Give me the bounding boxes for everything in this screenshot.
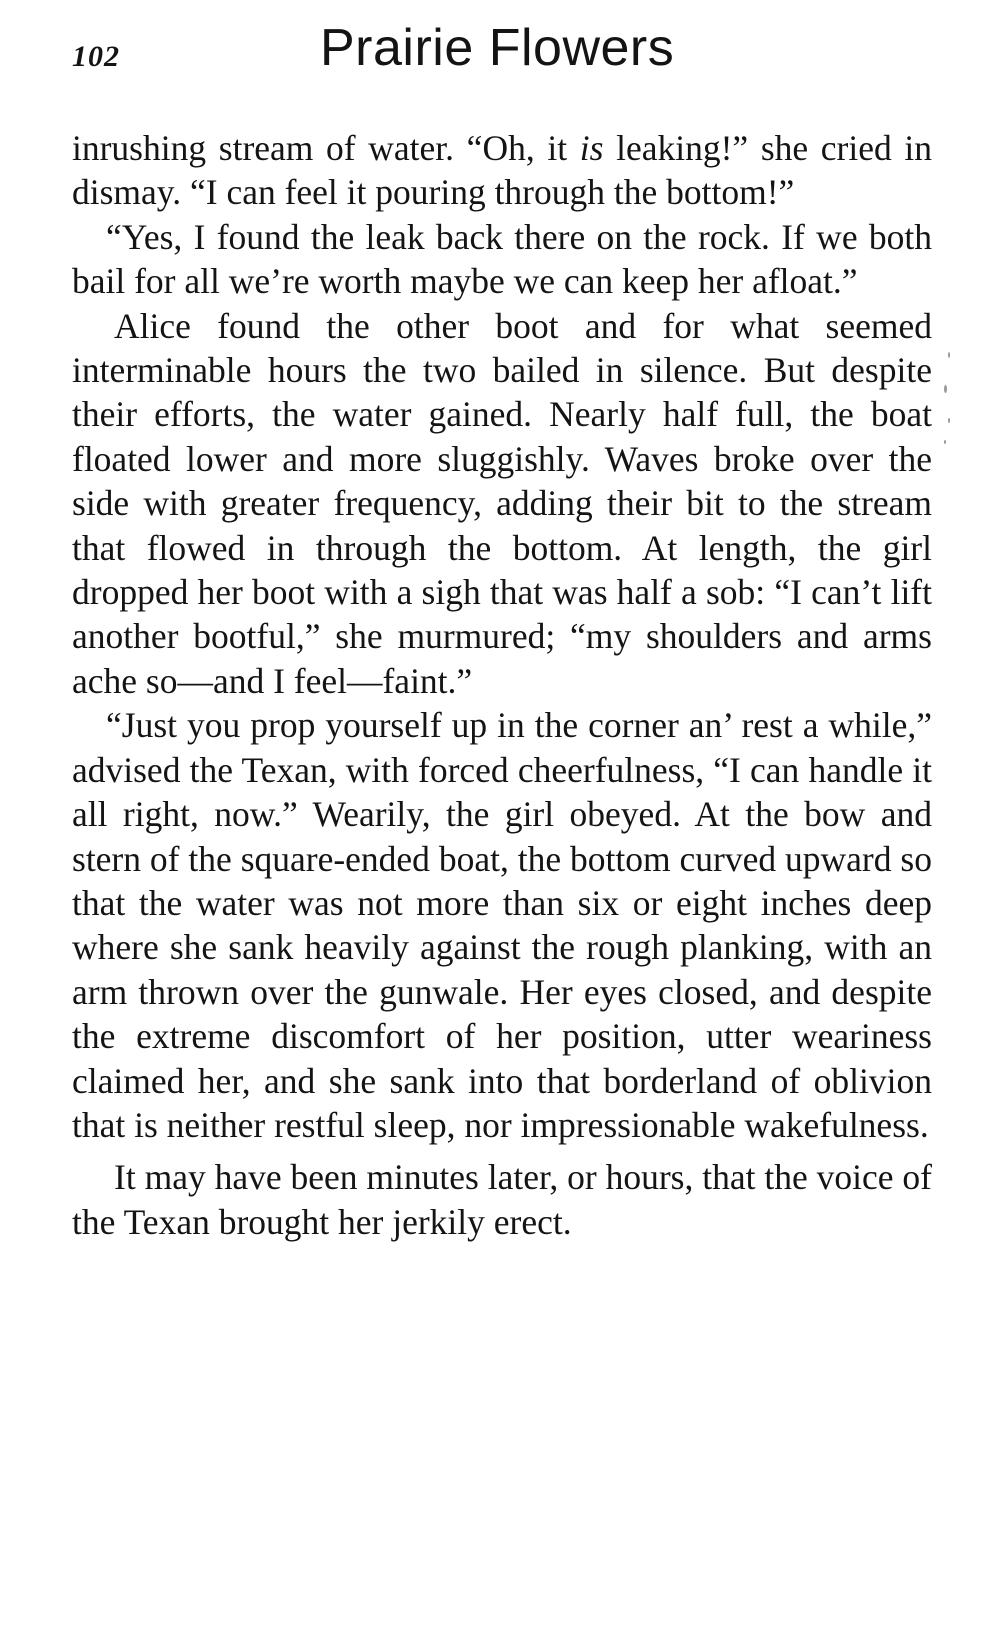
paragraph-1-emphasis: is bbox=[579, 128, 604, 168]
scan-speck bbox=[944, 440, 946, 444]
paragraph-1-text-b: leaking!” she cried in dismay. “I can feel it pouring through the bottom!” bbox=[72, 128, 933, 213]
paragraph-2: “Yes, I found the leak back there on the rock. If we both bail for all we’re worth maybe we can keep her afloat.” bbox=[72, 216, 932, 302]
page-header bbox=[72, 18, 932, 88]
scan-speck bbox=[948, 352, 950, 358]
scan-speck bbox=[944, 385, 947, 393]
paragraph-4: “Just you prop yourself up in the corner an’ rest a while,” advised the Texan, with forced cheerfulness, “I can handle it all right, now.” Wearily, the girl obeyed. At the bow and stern of the square-ended boat, the bottom curved upward so that the water was not more than six or eight inches deep where she sank heavily against the rough planking, with an arm thrown over the gunwale. Her eyes closed, and despite the extreme discomfort of her position, utter weariness claimed her, and she sank into that borderland of oblivion that is neither restful sleep, nor impressionable wakefulness. bbox=[72, 705, 932, 1145]
paragraph-3: Alice found the other boot and for what seemed interminable hours the two bailed in silence. But despite their efforts, the water gained. Nearly half full, the boat floated lower and more sluggishly. Waves broke over the side with greater frequency, adding their bit to the stream that flowed in through the bottom. At length, the girl dropped her boot with a sigh that was half a sob: “I can’t lift another bootful,” she murmured; “my shoulders and arms ache so—and I feel—faint.” bbox=[72, 305, 932, 701]
paragraph-1-text-a: inrushing stream of water. “Oh, it bbox=[72, 128, 580, 168]
body-text bbox=[72, 126, 932, 1244]
running-title: Prairie Flowers bbox=[320, 19, 675, 77]
scan-speck bbox=[948, 418, 950, 423]
paragraph-1 bbox=[72, 126, 932, 215]
page-number: 102 bbox=[72, 40, 120, 73]
paragraph-5: It may have been minutes later, or hours, that the voice of the Texan brought her jerkily erect. bbox=[72, 1157, 932, 1242]
